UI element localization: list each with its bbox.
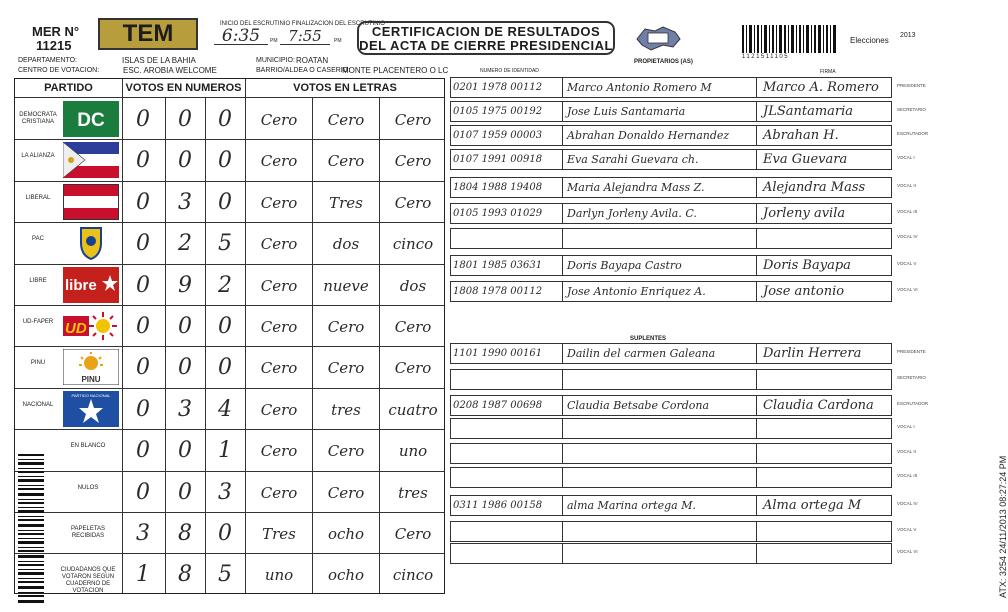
member-name: Jose Luis Santamaria — [563, 102, 757, 121]
member-name — [563, 444, 757, 463]
member-row — [450, 521, 892, 542]
vote-digit: 0 — [136, 479, 150, 505]
member-id: 0208 1987 00698 — [451, 396, 563, 415]
member-signature: Alejandra Mass — [763, 180, 866, 195]
vote-digit: 0 — [218, 148, 232, 174]
barrio-value: MONTE PLACENTERO O LC — [342, 66, 449, 75]
member-row — [450, 369, 892, 390]
vote-digit: 0 — [136, 107, 150, 132]
vote-word: tres — [331, 400, 361, 419]
vote-word: cuatro — [388, 400, 438, 419]
vote-word: Cero — [260, 235, 298, 254]
vote-word: Cero — [327, 483, 365, 502]
member-role: VOCAL I — [897, 155, 915, 160]
vote-word: dos — [332, 235, 360, 254]
member-signature: Eva Guevara — [763, 152, 848, 167]
propietarios-label: PROPIETARIOS (AS) — [634, 59, 693, 65]
member-row — [450, 343, 892, 364]
member-role: SECRETARIO — [897, 375, 926, 380]
vote-word: Cero — [327, 152, 365, 171]
member-name — [563, 468, 757, 487]
member-role: VOCAL VI — [897, 287, 918, 292]
ud-logo — [63, 308, 119, 344]
member-signature — [757, 229, 891, 248]
vote-word: nueve — [323, 276, 369, 295]
vote-word: Cero — [394, 525, 432, 543]
vote-digit: 0 — [136, 438, 150, 464]
member-id: 1808 1978 00112 — [451, 282, 563, 301]
party-name: PINU — [30, 360, 46, 367]
party-name: LIBERAL — [25, 194, 51, 201]
member-name — [563, 544, 757, 563]
barcode-number: 1121511105 — [742, 54, 790, 60]
vote-digit: 0 — [178, 314, 192, 339]
vote-digit: 0 — [136, 189, 150, 215]
member-row — [450, 443, 892, 464]
party-name: EN BLANCO — [70, 443, 106, 450]
municipio-label: MUNICIPIO: — [256, 57, 295, 64]
vote-digit: 0 — [178, 107, 192, 132]
member-row — [450, 281, 892, 302]
numero-identidad-header: NUMERO DE IDENTIDAD — [480, 68, 539, 74]
member-signature: Doris Bayapa — [763, 258, 851, 273]
member-signature — [757, 522, 891, 541]
party-name: LA ALIANZA — [21, 153, 55, 160]
member-name — [563, 229, 757, 248]
vote-digit: 8 — [178, 521, 192, 546]
vote-digit: 3 — [136, 521, 150, 546]
member-name: Abrahan Donaldo Hernandez — [563, 126, 757, 145]
vote-word: Tres — [329, 193, 363, 212]
vote-digit: 0 — [218, 521, 232, 546]
member-id — [451, 229, 563, 248]
vote-word: Cero — [260, 318, 298, 336]
vote-digit: 3 — [218, 479, 232, 505]
member-row — [450, 228, 892, 249]
side-stamp-text — [998, 440, 1008, 600]
departamento-value: ISLAS DE LA BAHIA — [122, 56, 196, 65]
member-signature — [757, 544, 891, 563]
vote-digit: 5 — [218, 231, 232, 257]
member-signature: Jorleny avila — [763, 206, 846, 221]
time-caption: INICIO DEL ESCRUTINIO FINALIZACION DEL ESCRUTINIO — [220, 21, 385, 27]
pm-label-end: PM — [334, 38, 342, 44]
member-row — [450, 125, 892, 146]
vote-digit: 2 — [218, 272, 232, 298]
party-name: PAC — [32, 236, 44, 243]
vote-digit: 9 — [178, 272, 192, 298]
vote-word: Cero — [327, 442, 365, 461]
pinu-logo — [63, 349, 119, 385]
centro-label: CENTRO DE VOTACION: — [18, 67, 100, 74]
member-name: Claudia Betsabe Cordona — [563, 396, 757, 415]
member-name: Dailin del carmen Galeana — [563, 344, 757, 363]
time-end: 7:55 — [280, 27, 330, 45]
vote-word: Cero — [260, 193, 298, 212]
vote-word: Cero — [260, 111, 298, 129]
vote-digit: 4 — [218, 396, 232, 422]
member-name — [563, 419, 757, 438]
member-signature: Marco A. Romero — [763, 80, 879, 95]
mer-number: 11215 — [36, 38, 72, 53]
member-name: Doris Bayapa Castro — [563, 256, 757, 275]
member-row — [450, 395, 892, 416]
member-role: SECRETARIO — [897, 107, 926, 112]
member-id — [451, 444, 563, 463]
member-name — [563, 522, 757, 541]
vote-word: Cero — [327, 111, 365, 129]
title-line-1: CERTIFICACION DE RESULTADOS — [371, 24, 601, 39]
barcode-icon — [742, 25, 836, 53]
member-id: 1804 1988 19408 — [451, 178, 563, 197]
pm-label-start: PM — [270, 38, 278, 44]
member-role: VOCAL VI — [897, 549, 918, 554]
votos-numeros-header: VOTOS EN NUMEROS — [125, 82, 242, 94]
vote-digit: 3 — [178, 189, 192, 215]
departamento-label: DEPARTAMENTO: — [18, 57, 77, 64]
party-name: NULOS — [77, 484, 99, 491]
vote-digit: 0 — [218, 189, 232, 215]
centro-value: ESC. AROBIA WELCOME — [123, 66, 217, 75]
dc-logo — [63, 101, 119, 137]
vote-digit: 5 — [218, 562, 232, 588]
member-signature — [757, 419, 891, 438]
document-title — [357, 21, 615, 55]
vote-word: cinco — [392, 566, 434, 585]
vote-digit: 1 — [136, 562, 150, 588]
vote-digit: 0 — [178, 355, 192, 381]
party-name: NACIONAL — [22, 401, 54, 408]
vote-results-table — [14, 78, 445, 594]
vote-word: Cero — [394, 359, 432, 378]
member-id: 1101 1990 00161 — [451, 344, 563, 363]
vote-digit: 0 — [136, 314, 150, 339]
member-name: Marco Antonio Romero M — [563, 78, 757, 97]
vote-word: uno — [398, 442, 428, 461]
member-role: VOCAL V — [897, 261, 917, 266]
member-signature: Claudia Cardona — [763, 398, 874, 413]
vote-word: Cero — [260, 442, 298, 461]
member-id — [451, 544, 563, 563]
member-name: Darlyn Jorleny Avila. C. — [563, 204, 757, 223]
member-role: VOCAL IV — [897, 234, 918, 239]
member-id: 0107 1991 00918 — [451, 150, 563, 169]
vote-word: ocho — [327, 566, 365, 585]
vote-digit: 3 — [178, 396, 192, 422]
member-id: 0311 1986 00158 — [451, 496, 563, 515]
side-barcode-icon — [18, 454, 54, 604]
side-stamp: ATX: 3254 24/11/2013 08:27:24 PM — [998, 455, 1008, 598]
member-row — [450, 203, 892, 224]
vote-word: Cero — [327, 359, 365, 378]
nacional-logo — [63, 391, 119, 427]
vote-word: uno — [264, 566, 294, 585]
vote-word: Cero — [394, 152, 432, 171]
tem-box: TEM — [98, 18, 198, 50]
pac-logo — [63, 225, 119, 261]
member-row — [450, 255, 892, 276]
vote-word: ocho — [327, 525, 365, 543]
municipio-value: ROATAN — [296, 56, 329, 65]
mer-label: MER N° — [32, 24, 80, 39]
party-name: DEMOCRATA CRISTIANA — [19, 112, 57, 125]
party-name: LIBRE — [29, 277, 47, 284]
party-name: UD-FAPER — [22, 319, 54, 325]
vote-word: Cero — [327, 318, 365, 336]
vote-word: Cero — [260, 400, 298, 419]
vote-digit: 0 — [178, 479, 192, 505]
alianza-flag — [63, 142, 119, 178]
honduras-map-icon — [633, 23, 683, 53]
member-row — [450, 495, 892, 516]
vote-digit: 0 — [218, 107, 232, 132]
member-role: VOCAL III — [897, 473, 918, 478]
vote-word: Cero — [394, 111, 432, 129]
nacional-logo-text: PARTIDO NACIONAL — [71, 392, 111, 398]
liberal-flag — [63, 184, 119, 220]
member-signature: JLSantamaria — [763, 104, 854, 119]
vote-digit: 0 — [218, 314, 232, 339]
vote-word: dos — [399, 276, 427, 295]
member-role: PRESIDENTE — [897, 349, 926, 354]
vote-word: Tres — [262, 525, 296, 543]
vote-word: cinco — [392, 235, 434, 254]
member-signature — [757, 370, 891, 389]
member-signature — [757, 444, 891, 463]
member-role: VOCAL III — [897, 209, 918, 214]
member-signature — [757, 468, 891, 487]
member-role: ESCRUTADOR — [897, 401, 929, 406]
pinu-logo-text: PINU — [81, 375, 101, 385]
dc-logo-text: DC — [77, 110, 105, 131]
member-signature: Alma ortega M — [763, 498, 862, 513]
member-role: VOCAL II — [897, 183, 916, 188]
votos-letras-header: VOTOS EN LETRAS — [293, 82, 397, 94]
member-id — [451, 468, 563, 487]
vote-word: Cero — [394, 318, 432, 336]
partido-header: PARTIDO — [44, 82, 93, 94]
member-id: 0201 1978 00112 — [451, 78, 563, 97]
member-signature: Jose antonio — [763, 284, 845, 299]
elecciones-logo: Elecciones — [850, 36, 889, 45]
vote-word: Cero — [394, 193, 432, 212]
libre-logo-text: libre — [65, 276, 97, 294]
member-role: VOCAL I — [897, 424, 915, 429]
vote-word: Cero — [260, 483, 298, 502]
member-id: 0105 1975 00192 — [451, 102, 563, 121]
member-role: VOCAL V — [897, 527, 917, 532]
party-name: PAPELETAS RECIBIDAS — [70, 526, 106, 539]
member-row — [450, 149, 892, 170]
firma-header: FIRMA — [820, 69, 836, 75]
vote-digit: 0 — [136, 355, 150, 381]
member-name: Jose Antonio Enriquez A. — [563, 282, 757, 301]
vote-digit: 0 — [136, 396, 150, 422]
vote-digit: 2 — [178, 231, 192, 257]
member-id — [451, 522, 563, 541]
member-name: Maria Alejandra Mass Z. — [563, 178, 757, 197]
member-signature: Abrahan H. — [763, 128, 839, 143]
member-role: VOCAL II — [897, 449, 916, 454]
vote-digit: 0 — [178, 438, 192, 464]
vote-digit: 0 — [178, 148, 192, 174]
member-row — [450, 467, 892, 488]
member-role: ESCRUTADOR — [897, 131, 929, 136]
member-role: VOCAL IV — [897, 501, 918, 506]
time-start: 6:35 — [214, 27, 268, 45]
barrio-label: BARRIO/ALDEA O CASERIO: — [256, 67, 351, 74]
member-row — [450, 101, 892, 122]
vote-word: tres — [398, 483, 428, 502]
member-role: PRESIDENTE — [897, 83, 926, 88]
member-row — [450, 77, 892, 98]
member-id: 0107 1959 00003 — [451, 126, 563, 145]
vote-word: Cero — [260, 276, 298, 295]
member-row — [450, 177, 892, 198]
vote-digit: 0 — [218, 355, 232, 381]
suplentes-label: SUPLENTES — [630, 336, 667, 342]
vote-digit: 0 — [136, 231, 150, 257]
member-name: Eva Sarahi Guevara ch. — [563, 150, 757, 169]
member-row — [450, 418, 892, 439]
vote-digit: 1 — [218, 438, 232, 464]
mesa-members-table — [450, 77, 892, 565]
title-line-2: DEL ACTA DE CIERRE PRESIDENCIAL — [359, 38, 613, 53]
party-name: CIUDADANOS QUE VOTARON SEGUN CUADERNO DE VOTACION — [60, 567, 116, 595]
vote-digit: 0 — [136, 272, 150, 298]
vote-word: Cero — [260, 152, 298, 171]
libre-logo — [63, 267, 119, 303]
ud-logo-text: UD — [65, 320, 87, 337]
member-id — [451, 370, 563, 389]
member-name — [563, 370, 757, 389]
member-id: 0105 1993 01029 — [451, 204, 563, 223]
member-id — [451, 419, 563, 438]
member-row — [450, 543, 892, 564]
member-signature: Darlin Herrera — [763, 346, 862, 361]
elecciones-year: 2013 — [900, 32, 916, 39]
vote-digit: 0 — [136, 148, 150, 174]
member-name: alma Marina ortega M. — [563, 496, 757, 515]
vote-word: Cero — [260, 359, 298, 378]
vote-digit: 8 — [178, 562, 192, 588]
member-id: 1801 1985 03631 — [451, 256, 563, 275]
